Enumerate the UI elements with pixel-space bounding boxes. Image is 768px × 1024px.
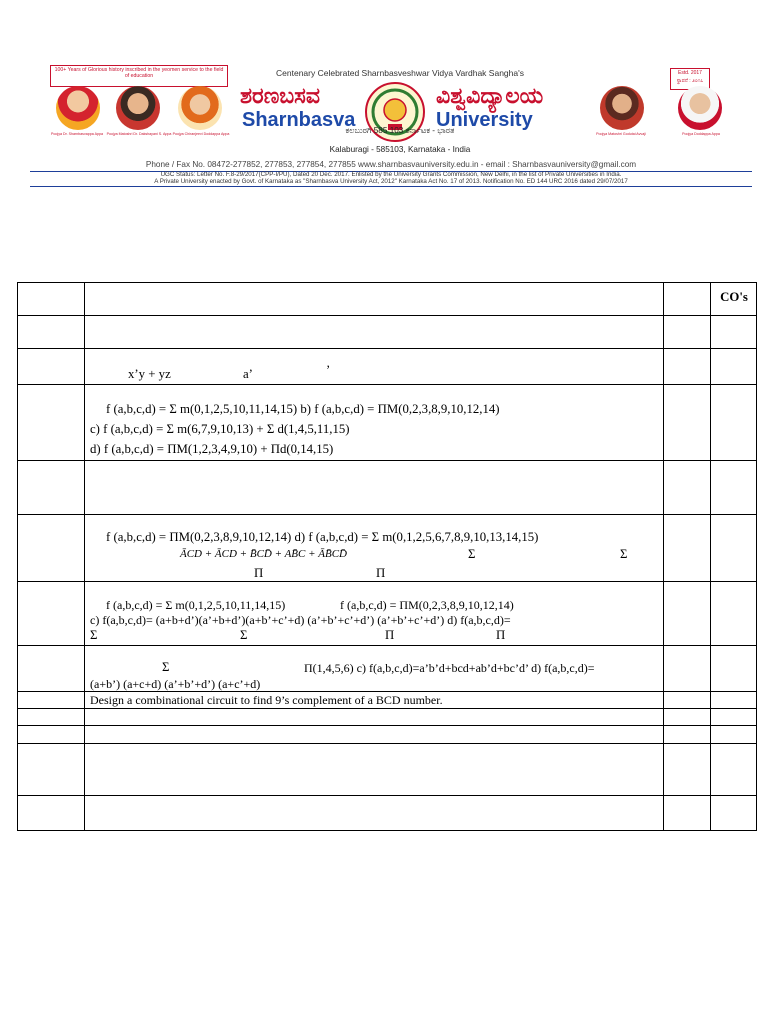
row6-pi-1: Π: [254, 566, 264, 580]
row6-pi-2: Π: [376, 566, 386, 580]
established-box: Estd. 2017 ಸ್ಥಾಪನೆ : ೨೦೧೭: [670, 68, 710, 90]
university-name-english-right: University: [436, 109, 533, 131]
row6-line1: f (a,b,c,d) = ΠM(0,2,3,8,9,10,12,14) d) f (a,b,c,d) = Σ m(0,1,2,5,6,7,8,9,10,13,14,15): [106, 530, 539, 544]
sangha-title: Centenary Celebrated Sharnbasveshwar Vidya Vardhak Sangha's: [276, 68, 524, 78]
row3-complement: a’: [243, 367, 253, 381]
letterhead: [30, 62, 752, 186]
university-address: Kalaburagi - 585103, Karnataka - India: [329, 145, 471, 154]
row6-sigma-2: Σ: [620, 547, 628, 561]
photo-caption-4: Poojya Matoshri Godutai Avvaji: [596, 132, 646, 136]
row7-pi-2: Π: [496, 628, 506, 642]
photo-caption-3: Poojya Chiranjeevi Doddappa Appa: [172, 132, 230, 136]
row6-boolean-expr: ĀCD + ĀCD + B̄CD̄ + AB̄C + ĀB̄CD̄: [180, 548, 347, 560]
row4-line1: f (a,b,c,d) = Σ m(0,1,2,5,10,11,14,15) b) f (a,b,c,d) = ΠM(0,2,3,8,9,10,12,14): [106, 402, 500, 416]
row7-pi-1: Π: [385, 628, 395, 642]
row7-sigma-1: Σ: [90, 628, 98, 642]
cos-header: CO's: [720, 290, 748, 304]
row8-sigma: Σ: [162, 660, 170, 674]
contact-line: Phone / Fax No. 08472-277852, 277853, 277854, 277855 www.sharnbasvauniversity.edu.in - email : Sharnbasvauniversity@gmail.com: [145, 160, 637, 169]
row7-sigma-2: Σ: [240, 628, 248, 642]
row4-line2: c) f (a,b,c,d) = Σ m(6,7,9,10,13) + Σ d(1,4,5,11,15): [90, 422, 350, 436]
row8-line1: Π(1,4,5,6) c) f(a,b,c,d)=a’b’d+bcd+ab’d+bc’d’ d) f(a,b,c,d)=: [304, 661, 595, 675]
university-name-kannada-right: ವಿಶ್ವವಿದ್ಯಾಲಯ: [436, 84, 544, 109]
photo-caption-1: Poojya Dr. Sharnbasvappa Appa: [51, 132, 103, 136]
row8-line2: (a+b’) (a+c+d) (a’+b’+d’) (a+c’+d): [90, 677, 261, 691]
heritage-box: 100+ Years of Glorious history inscribed in the yeomen service to the field of education: [50, 65, 228, 87]
row7-line2: c) f(a,b,c,d)= (a+b+d’)(a’+b+d’)(a+b’+c’+d) (a’+b’+c’+d’) (a’+b’+c’+d’) d) f(a,b,c,d)=: [90, 613, 511, 627]
university-address-kannada: ಕಲಬುರಗಿ 585 103 ಕರ್ನಾಟಕ - ಭಾರತ: [345, 126, 455, 135]
university-name-english-left: Sharnbasva: [242, 109, 356, 131]
row7-line1a: f (a,b,c,d) = Σ m(0,1,2,5,10,11,14,15): [106, 598, 286, 612]
university-name-kannada-left: ಶರಣಬಸವ: [240, 84, 320, 109]
founder-photo-5: [678, 86, 722, 130]
ugc-status: UGC Status: Letter No. F.8-29/2017(CPP-I/PU), Dated 20 Dec. 2017. Enlisted by the University Grants Commission, New Delhi, in the list of Private Universities in India. A Private University enacted by Govt. of Karnataka as "Sharnbasva University Act, 2012" Karnataka Act No. 17 of 2013. Notification No. ED 144 URC 2016 dated 29/07/2017: [154, 171, 628, 185]
founder-photo-1: [56, 86, 100, 130]
founder-photo-2: [116, 86, 160, 130]
divider-bottom: [30, 186, 752, 187]
row4-line3: d) f (a,b,c,d) = ΠM(1,2,3,4,9,10) + Πd(0,14,15): [90, 442, 334, 456]
row3-expression: x’y + yz: [128, 367, 171, 381]
row3-prime: ’: [326, 363, 331, 377]
row9-question: Design a combinational circuit to find 9’s complement of a BCD number.: [90, 693, 443, 707]
photo-caption-2: Poojya Matoshri Dr. Dakshayani S. Appa: [106, 132, 172, 136]
row6-sigma-1: Σ: [468, 547, 476, 561]
table-grid-lines: [17, 282, 757, 831]
photo-caption-5: Poojya Doddappa Appa: [682, 132, 720, 136]
row7-line1b: f (a,b,c,d) = ΠM(0,2,3,8,9,10,12,14): [340, 598, 514, 612]
founder-photo-4: [600, 86, 644, 130]
founder-photo-3: [178, 86, 222, 130]
question-table: [17, 282, 757, 831]
